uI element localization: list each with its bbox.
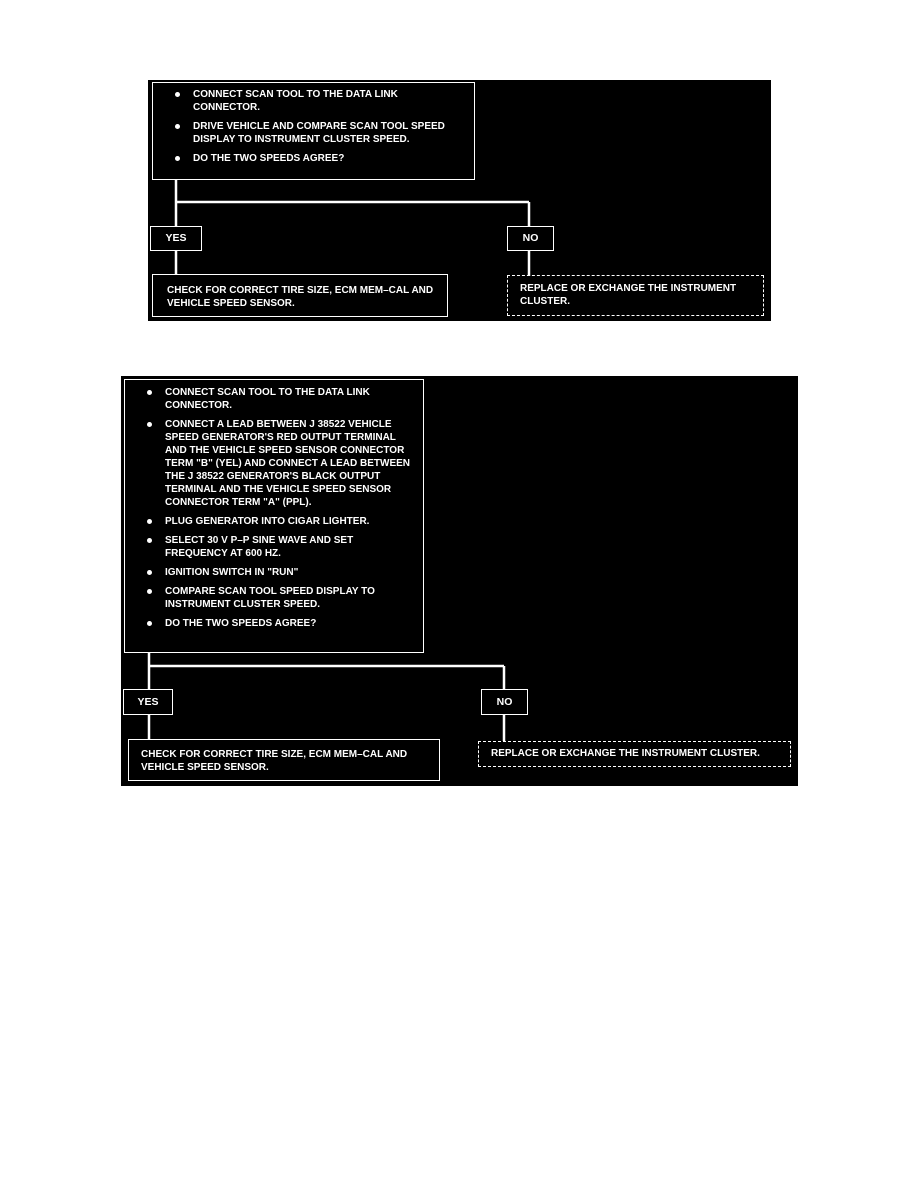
step-item: CONNECT A LEAD BETWEEN J 38522 VEHICLE SPEED GENERATOR'S RED OUTPUT TERMINAL AND THE VEHICLE SPEED SENSOR CONNECTOR TERM "B" (YEL) AND CONNECT A LEAD BETWEEN THE J 38522 GENERATOR'S BLACK OUTPUT TERMINAL AND THE VEHICLE SPEED SENSOR CONNECTOR TERM "A" (PPL). [135,418,415,509]
flowchart-1 [148,80,771,321]
flowchart-2 [121,376,798,786]
no-result-box-2: REPLACE OR EXCHANGE THE INSTRUMENT CLUSTER. [478,741,791,767]
no-label-1: NO [507,226,554,251]
yes-label-2: YES [123,689,173,715]
decision-box-1 [152,82,475,180]
decision-box-2 [124,379,424,653]
step-item: DRIVE VEHICLE AND COMPARE SCAN TOOL SPEED DISPLAY TO INSTRUMENT CLUSTER SPEED. [163,120,466,146]
step-list-2 [135,386,415,630]
step-item: PLUG GENERATOR INTO CIGAR LIGHTER. [135,515,415,528]
no-result-box-1: REPLACE OR EXCHANGE THE INSTRUMENT CLUSTER. [507,275,764,316]
yes-label-1: YES [150,226,202,251]
step-item: IGNITION SWITCH IN "RUN" [135,566,415,579]
step-item: DO THE TWO SPEEDS AGREE? [135,617,415,630]
yes-result-box-2: CHECK FOR CORRECT TIRE SIZE, ECM MEM–CAL AND VEHICLE SPEED SENSOR. [128,739,440,781]
step-item: CONNECT SCAN TOOL TO THE DATA LINK CONNECTOR. [163,88,466,114]
yes-result-box-1: CHECK FOR CORRECT TIRE SIZE, ECM MEM–CAL AND VEHICLE SPEED SENSOR. [152,274,448,317]
step-list-1 [163,88,466,165]
step-item: DO THE TWO SPEEDS AGREE? [163,152,466,165]
no-label-2: NO [481,689,528,715]
step-item: CONNECT SCAN TOOL TO THE DATA LINK CONNECTOR. [135,386,415,412]
step-item: SELECT 30 V P–P SINE WAVE AND SET FREQUENCY AT 600 HZ. [135,534,415,560]
step-item: COMPARE SCAN TOOL SPEED DISPLAY TO INSTRUMENT CLUSTER SPEED. [135,585,415,611]
